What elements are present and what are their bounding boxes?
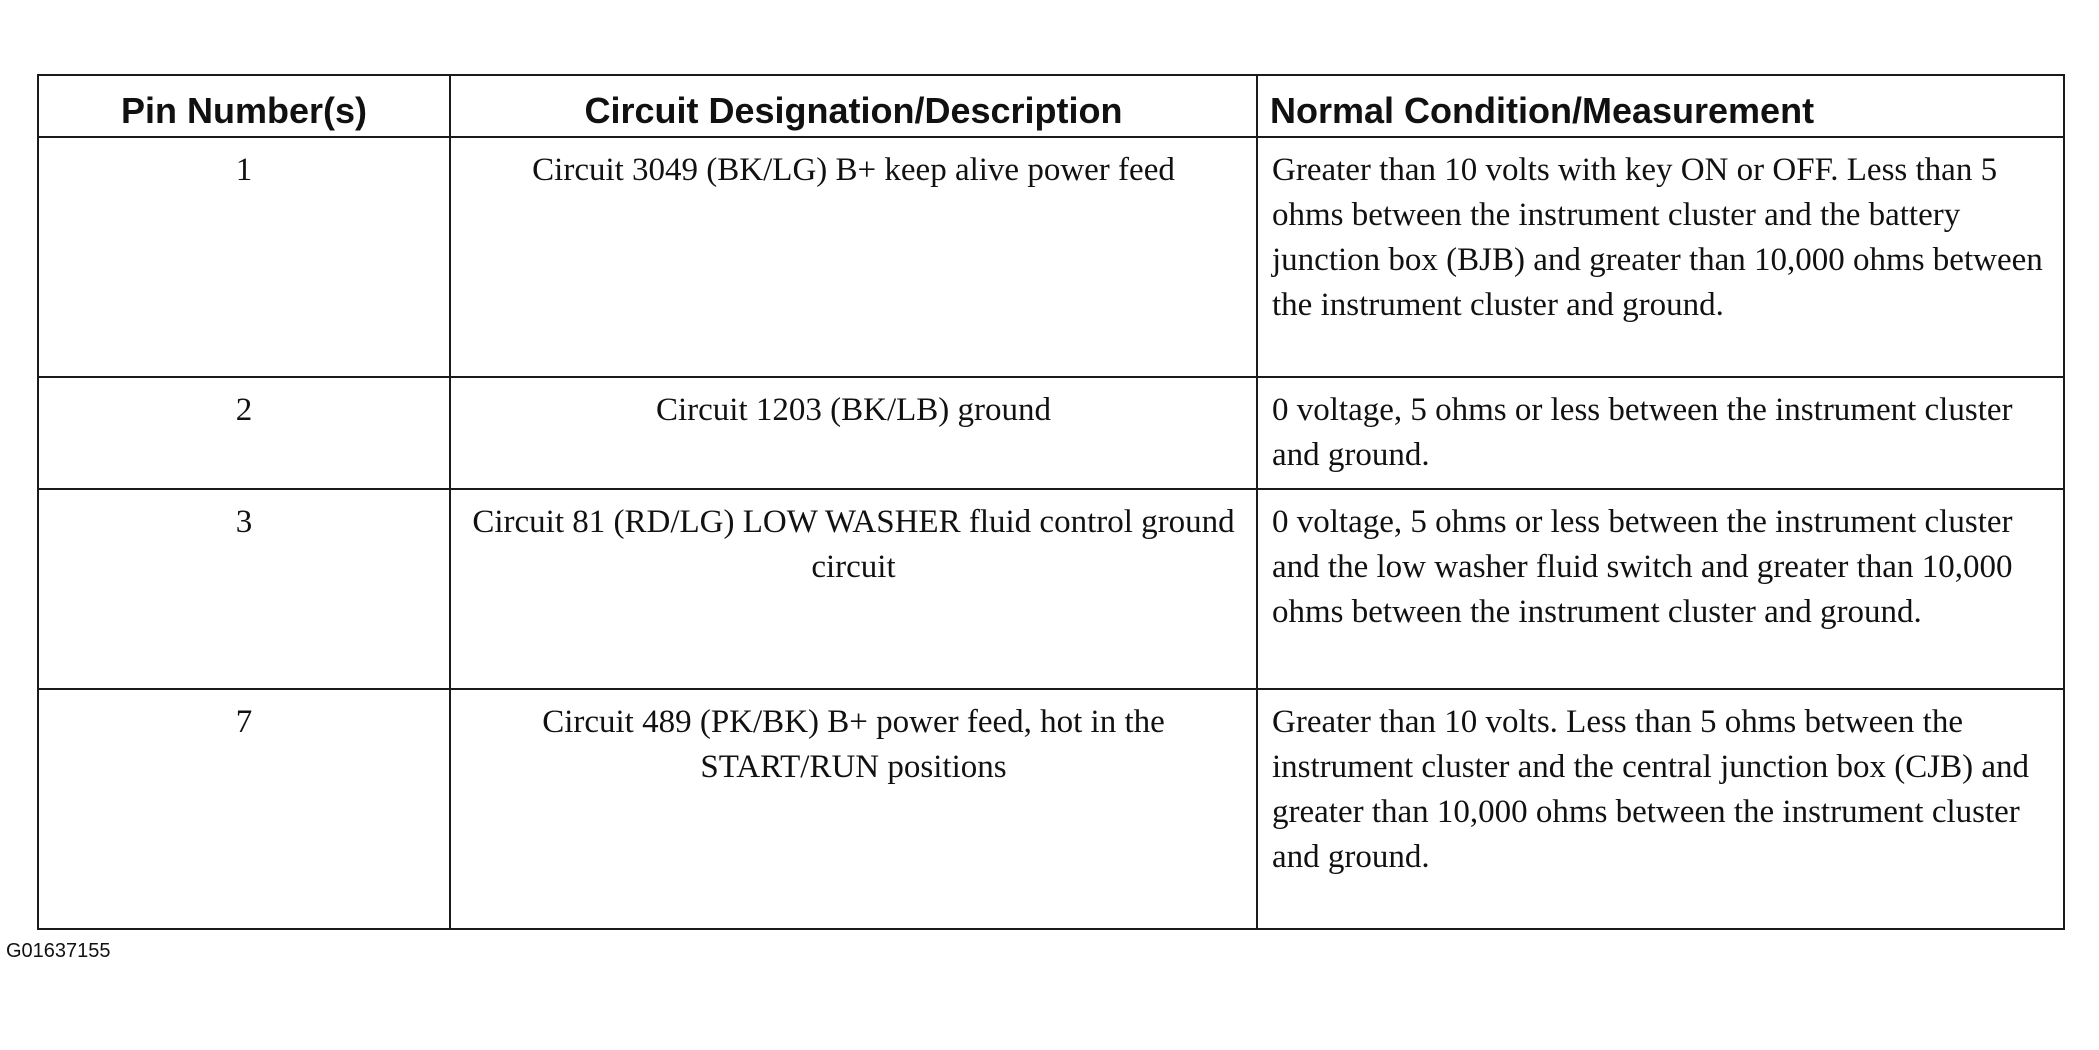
table-row xyxy=(38,489,2064,689)
circuit-description-cell: Circuit 81 (RD/LG) LOW WASHER fluid control ground circuit xyxy=(450,489,1257,689)
pin-number-cell: 7 xyxy=(38,689,450,929)
pin-number-cell: 1 xyxy=(38,137,450,377)
header-pin-numbers: Pin Number(s) xyxy=(38,75,450,137)
figure-id: G01637155 xyxy=(6,940,111,962)
pin-number-cell: 3 xyxy=(38,489,450,689)
circuit-description-cell: Circuit 489 (PK/BK) B+ power feed, hot in the START/RUN positions xyxy=(450,689,1257,929)
table-header-row xyxy=(38,75,2064,137)
circuit-description-cell: Circuit 3049 (BK/LG) B+ keep alive power feed xyxy=(450,137,1257,377)
normal-measurement-cell: Greater than 10 volts with key ON or OFF. Less than 5 ohms between the instrument cluster and the battery junction box (BJB) and greater than 10,000 ohms between the instrument cluster and ground. xyxy=(1257,137,2064,377)
table-row xyxy=(38,377,2064,489)
table-row xyxy=(38,689,2064,929)
normal-measurement-cell: Greater than 10 volts. Less than 5 ohms between the instrument cluster and the central junction box (CJB) and greater than 10,000 ohms between the instrument cluster and ground. xyxy=(1257,689,2064,929)
pin-measurement-table xyxy=(37,74,2065,930)
circuit-description-cell: Circuit 1203 (BK/LB) ground xyxy=(450,377,1257,489)
header-normal-condition: Normal Condition/Measurement xyxy=(1257,75,2064,137)
normal-measurement-cell: 0 voltage, 5 ohms or less between the instrument cluster and ground. xyxy=(1257,377,2064,489)
normal-measurement-cell: 0 voltage, 5 ohms or less between the instrument cluster and the low washer fluid switch and greater than 10,000 ohms between the instrument cluster and ground. xyxy=(1257,489,2064,689)
pin-number-cell: 2 xyxy=(38,377,450,489)
table-row xyxy=(38,137,2064,377)
header-circuit-designation: Circuit Designation/Description xyxy=(450,75,1257,137)
